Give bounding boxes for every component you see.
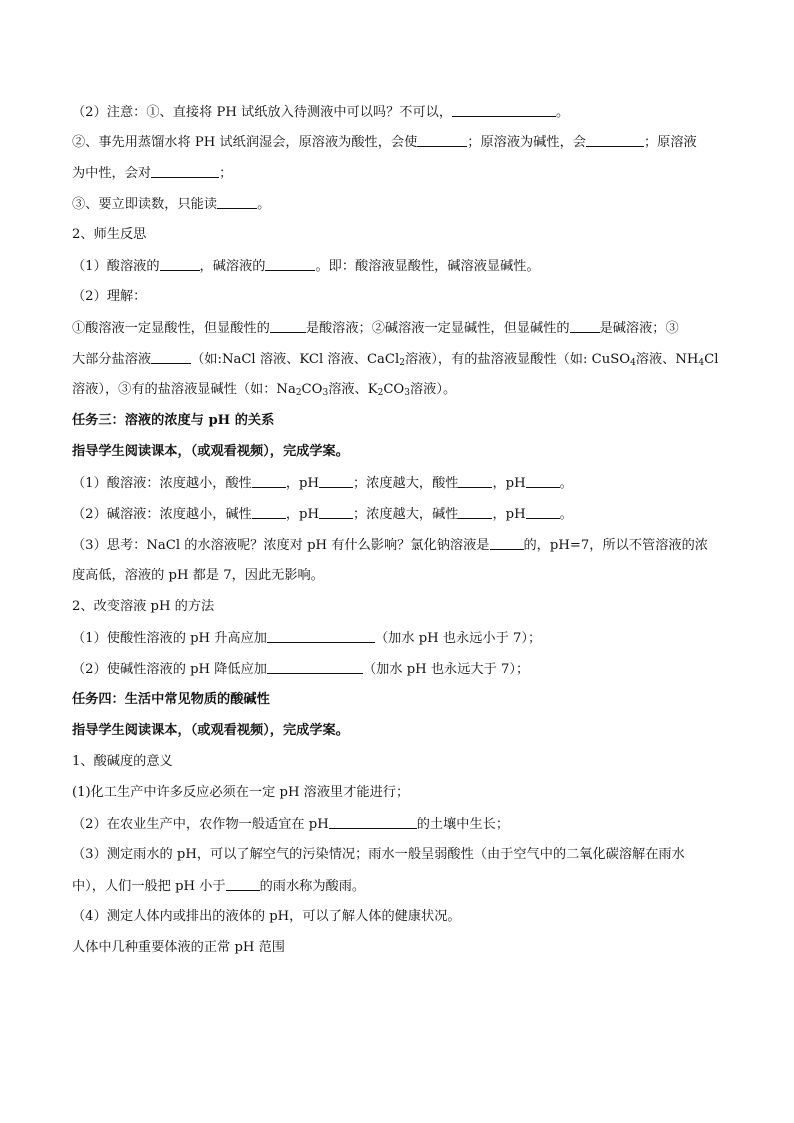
answer-blank [458, 475, 492, 488]
task-4-heading: 任务四：生活中常见物质的酸碱性 [72, 692, 270, 707]
lower-ph-line: （2）使碱性溶液的 pH 降低应加 （加水 pH 也永远大于 7）； [72, 662, 530, 677]
body-fluid-ph-caption: 人体中几种重要体液的正常 pH 范围 [72, 940, 285, 955]
answer-blank [526, 506, 560, 519]
answer-blank [319, 475, 353, 488]
answer-blank [151, 351, 191, 364]
answer-blank [265, 258, 315, 271]
significance-4-line: （4）测定人体内或排出的液体的 pH，可以了解人体的健康状况。 [72, 909, 461, 924]
answer-blank [490, 537, 524, 550]
base-concentration-line: （2）碱溶液：浓度越小，碱性 ，pH ；浓度越大，碱性 ，pH 。 [72, 507, 573, 522]
answer-blank [217, 196, 257, 209]
task-3-instruction: 指导学生阅读课本，（或观看视频），完成学案。 [72, 444, 349, 459]
answer-blank [252, 475, 286, 488]
understanding-line-3: 溶液），③有的盐溶液显碱性（如：$Na_2CO_3$溶液、$K_2CO_3$溶液）。 [72, 382, 457, 398]
significance-3-line: （3）测定雨水的 pH，可以了解空气的污染情况；雨水一般呈弱酸性（由于空气中的二氧化碳溶解在雨水 [72, 847, 685, 862]
reflection-2-heading: （2）理解： [72, 289, 147, 304]
answer-blank [452, 104, 556, 117]
section-heading: 2、改变溶液 pH 的方法 [72, 599, 215, 614]
nacl-answer-line: 度高低，溶液的 pH 都是 7，因此无影响。 [72, 568, 324, 583]
answer-blank [570, 320, 600, 333]
understanding-line-1: ①酸溶液一定显酸性，但显酸性的 是酸溶液；②碱溶液一定显碱性，但显碱性的 是碱溶液；③ [72, 321, 679, 336]
note-3-line: ③、要立即读数，只能读 。 [72, 197, 271, 212]
note-2-line: ②、事先用蒸馏水将 PH 试纸润湿会，原溶液为酸性，会使 ；原溶液为碱性，会 ；原溶液 [72, 135, 697, 150]
answer-blank [160, 258, 200, 271]
answer-blank [417, 134, 467, 147]
answer-blank [329, 816, 417, 829]
answer-blank [151, 165, 219, 178]
task-3-heading: 任务三：溶液的浓度与 pH 的关系 [72, 413, 275, 428]
section-heading: 1、酸碱度的意义 [72, 754, 173, 769]
nacl-question-line: （3）思考：NaCl 的水溶液呢？浓度对 pH 有什么影响？氯化钠溶液是 的，pH=7，所以不管溶液的浓 [72, 538, 708, 553]
section-heading: 2、师生反思 [72, 227, 147, 242]
answer-blank [226, 878, 260, 891]
raise-ph-line: （1）使酸性溶液的 pH 升高应加 （加水 pH 也永远小于 7）； [72, 631, 542, 646]
answer-blank [252, 506, 286, 519]
answer-blank [270, 320, 306, 333]
answer-blank [526, 475, 560, 488]
understanding-line-2: 大部分盐溶液 （如:NaCl 溶液、KCl 溶液、CaCl$_2$溶液），有的盐溶液显酸性（如: CuSO$_4$溶液、$NH_4Cl$ [72, 352, 719, 368]
answer-blank [319, 506, 353, 519]
answer-blank [267, 630, 375, 643]
significance-1-line: (1)化工生产中许多反应必须在一定 pH 溶液里才能进行； [72, 785, 410, 800]
reflection-1-line: （1）酸溶液的 ，碱溶液的 。即：酸溶液显酸性，碱溶液显碱性。 [72, 259, 540, 274]
significance-2-line: （2）在农业生产中，农作物一般适宜在 pH 的土壤中生长； [72, 817, 510, 832]
note-2-continued-line: 为中性，会对 ； [72, 166, 233, 181]
note-1-line: （2）注意：①、直接将 PH 试纸放入待测液中可以吗？不可以， 。 [72, 105, 570, 120]
answer-blank [458, 506, 492, 519]
task-4-instruction: 指导学生阅读课本，（或观看视频），完成学案。 [72, 723, 349, 738]
answer-blank [586, 134, 644, 147]
acid-concentration-line: （1）酸溶液：浓度越小，酸性 ，pH ；浓度越大，酸性 ，pH 。 [72, 476, 573, 491]
answer-blank [267, 661, 363, 674]
significance-3-continued-line: 中），人们一般把 pH 小于 的雨水称为酸雨。 [72, 879, 366, 894]
